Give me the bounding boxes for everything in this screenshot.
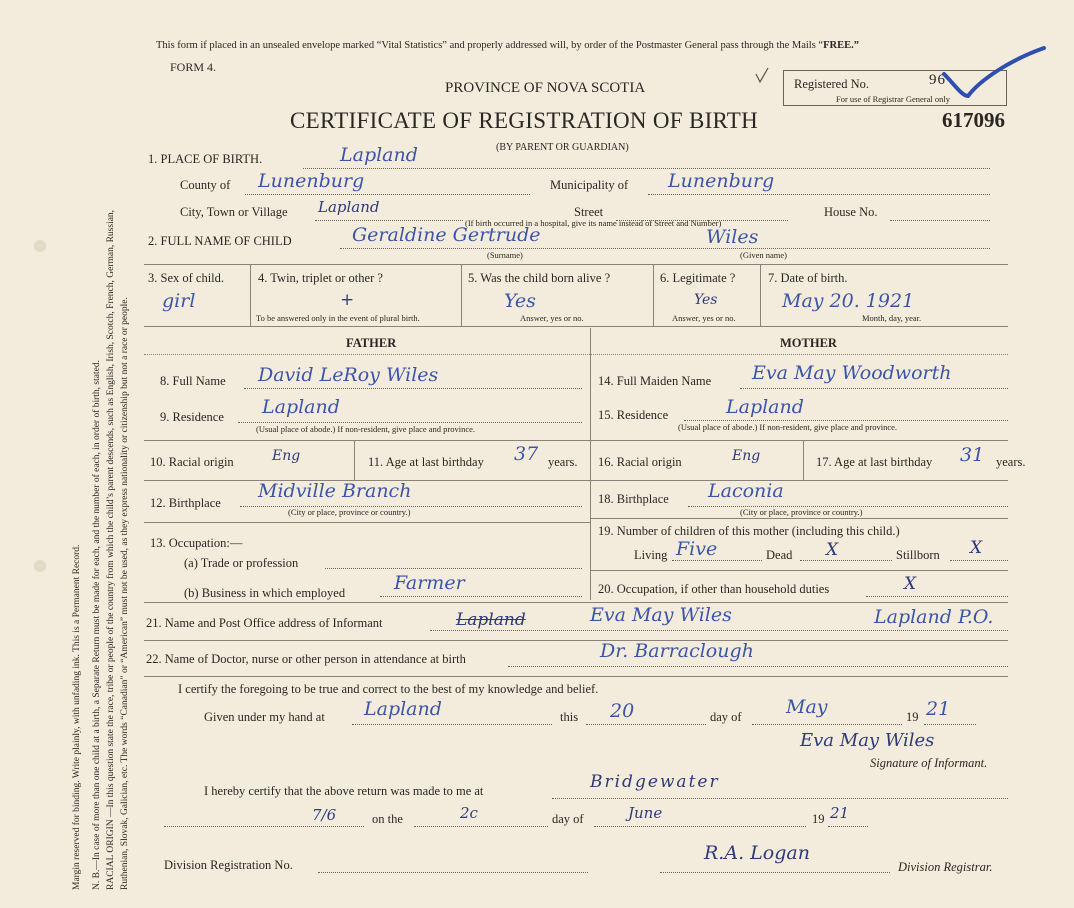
- place-of-birth-value: Lapland: [340, 144, 418, 166]
- mother-years-label: years.: [996, 455, 1026, 469]
- division-registrar-label: Division Registrar.: [898, 860, 993, 874]
- father-age-value: 37: [514, 443, 539, 465]
- sex-label: 3. Sex of child.: [148, 271, 225, 285]
- registrar-place-value: Bridgewater: [590, 772, 720, 792]
- sex-value: girl: [162, 290, 196, 312]
- this-label: this: [560, 710, 579, 724]
- punch-hole: [34, 240, 46, 252]
- mother-residence-note: (Usual place of abode.) If non-resident, give place and province.: [678, 422, 898, 432]
- doctor-label: 22. Name of Doctor, nurse or other person in attendance at birth: [146, 652, 466, 666]
- registrar-number-value: 7/6: [312, 806, 337, 824]
- county-value: Lunenburg: [258, 170, 365, 192]
- check-mark-icon: [940, 44, 1050, 100]
- side-note: Margin reserved for binding. Write plainly, with unfading ink. This is a Permanent Record.: [72, 544, 82, 890]
- mother-age-label: 17. Age at last birthday: [816, 455, 933, 469]
- mother-age-value: 31: [960, 444, 985, 466]
- registered-label: Registered No.: [794, 77, 869, 91]
- mother-race-label: 16. Racial origin: [598, 455, 682, 469]
- registered-note: For use of Registrar General only: [836, 94, 951, 104]
- certificate-subtitle: (BY PARENT OR GUARDIAN): [496, 142, 629, 153]
- father-name-value: David LeRoy Wiles: [258, 364, 439, 386]
- mother-name-value: Eva May Woodworth: [752, 362, 952, 384]
- surname-note: (Surname): [487, 250, 523, 260]
- born-alive-label: 5. Was the child born alive ?: [468, 271, 611, 285]
- form-number: FORM 4.: [170, 60, 217, 74]
- living-value: Five: [676, 538, 718, 560]
- father-years-label: years.: [548, 455, 578, 469]
- day-of-label: day of: [710, 710, 742, 724]
- side-note: Ruthenian, Slovak, Galician, etc. The words “Canadian” or “American” must not be used, as they express nationality or citizenship but not a race or people.: [120, 297, 130, 890]
- business-label: (b) Business in which employed: [184, 586, 346, 600]
- certificate-title: CERTIFICATE OF REGISTRATION OF BIRTH: [290, 108, 759, 133]
- father-name-label: 8. Full Name: [160, 374, 226, 388]
- father-birthplace-value: Midville Branch: [258, 480, 412, 502]
- child-name-label: 2. FULL NAME OF CHILD: [148, 234, 292, 248]
- mother-occupation-value: X: [904, 574, 917, 594]
- postal-notice-text: This form if placed in an unsealed envelope marked “Vital Statistics” and properly addressed will, by order of the Postmaster General pass through the Mails “: [156, 40, 824, 51]
- business-value: Farmer: [394, 572, 465, 594]
- mother-residence-label: 15. Residence: [598, 408, 669, 422]
- children-count-label: 19. Number of children of this mother (including this child.): [598, 524, 900, 538]
- child-given-names: Geraldine Gertrude: [352, 224, 541, 246]
- born-alive-value: Yes: [504, 290, 536, 312]
- informant-signature: Eva May Wiles: [800, 730, 935, 751]
- dead-label: Dead: [766, 548, 793, 562]
- twin-note: To be answered only in the event of plural birth.: [256, 313, 420, 323]
- mother-race-value: Eng: [732, 448, 761, 464]
- informant-address-value: Lapland P.O.: [874, 606, 994, 628]
- certify-statement: I certify the foregoing to be true and correct to the best of my knowledge and belief.: [178, 682, 599, 696]
- registrar-day-value: 2c: [460, 804, 478, 822]
- mother-birthplace-label: 18. Birthplace: [598, 492, 669, 506]
- mother-heading: MOTHER: [780, 336, 837, 350]
- hospital-note: (If birth occurred in a hospital, give its name instead of Street and Number): [465, 218, 722, 228]
- year-prefix: 19: [906, 710, 919, 724]
- date-of-birth-value: May 20. 1921: [782, 290, 915, 312]
- twin-value: +: [340, 290, 355, 310]
- municipality-label: Municipality of: [550, 178, 629, 192]
- legitimate-note: Answer, yes or no.: [672, 313, 736, 323]
- certificate-number: 617096: [942, 108, 1005, 132]
- informant-name-value: Eva May Wiles: [590, 604, 732, 626]
- father-birthplace-label: 12. Birthplace: [150, 496, 221, 510]
- signature-label: Signature of Informant.: [870, 756, 988, 770]
- informant-label: 21. Name and Post Office address of Informant: [146, 616, 383, 630]
- mother-occupation-label: 20. Occupation, if other than household duties: [598, 582, 830, 596]
- province-heading: PROVINCE OF NOVA SCOTIA: [445, 80, 646, 96]
- city-value: Lapland: [318, 198, 380, 216]
- place-of-birth-label: 1. PLACE OF BIRTH.: [148, 152, 263, 166]
- living-label: Living: [634, 548, 668, 562]
- given-name-note: (Given name): [740, 250, 787, 260]
- given-year-value: 21: [926, 698, 951, 720]
- city-label: City, Town or Village: [180, 205, 288, 219]
- registrar-year-prefix: 19: [812, 812, 825, 826]
- mother-birthplace-note: (City or place, province or country.): [740, 507, 863, 517]
- punch-hole: [34, 560, 46, 572]
- registrar-year-value: 21: [830, 804, 850, 822]
- occupation-label: 13. Occupation:—: [150, 536, 243, 550]
- mother-residence-value: Lapland: [726, 396, 804, 418]
- dead-value: X: [826, 540, 839, 560]
- given-month-value: May: [786, 696, 828, 718]
- tick-icon: [754, 66, 770, 86]
- father-residence-note: (Usual place of abode.) If non-resident, give place and province.: [256, 424, 476, 434]
- on-the-label: on the: [372, 812, 403, 826]
- registrar-signature: R.A. Logan: [704, 842, 810, 864]
- mother-name-label: 14. Full Maiden Name: [598, 374, 712, 388]
- stillborn-label: Stillborn: [896, 548, 940, 562]
- given-place-value: Lapland: [364, 698, 442, 720]
- father-race-value: Eng: [272, 448, 301, 464]
- trade-label: (a) Trade or profession: [184, 556, 299, 570]
- registered-number: 96: [929, 72, 946, 88]
- born-alive-note: Answer, yes or no.: [520, 313, 584, 323]
- informant-struck-value: Lapland: [456, 610, 526, 630]
- child-surname: Wiles: [706, 226, 759, 248]
- given-under-label: Given under my hand at: [204, 710, 325, 724]
- father-residence-value: Lapland: [262, 396, 340, 418]
- date-of-birth-label: 7. Date of birth.: [768, 271, 848, 285]
- father-heading: FATHER: [346, 336, 397, 350]
- county-label: County of: [180, 178, 231, 192]
- side-note: RACIAL ORIGIN —In this question state the race, tribe or people of the country from which the child’s parent descends, such as English, Irish, Scotch, French, German, Russian,: [106, 209, 116, 890]
- doctor-value: Dr. Barraclough: [600, 640, 754, 662]
- father-residence-label: 9. Residence: [160, 410, 224, 424]
- legitimate-value: Yes: [694, 292, 718, 308]
- street-label: Street: [574, 205, 604, 219]
- date-of-birth-note: Month, day, year.: [862, 313, 922, 323]
- side-note: N. B.—In case of more than one child at a birth, a Separate Return must be made for each, and the number of each, in order of birth, stated.: [92, 360, 102, 890]
- father-age-label: 11. Age at last birthday: [368, 455, 484, 469]
- father-race-label: 10. Racial origin: [150, 455, 234, 469]
- legitimate-label: 6. Legitimate ?: [660, 271, 736, 285]
- registrar-day-of-label: day of: [552, 812, 584, 826]
- postal-notice: [156, 40, 859, 51]
- municipality-value: Lunenburg: [668, 170, 775, 192]
- stillborn-value: X: [970, 538, 983, 558]
- twin-label: 4. Twin, triplet or other ?: [258, 271, 383, 285]
- given-day-value: 20: [610, 700, 635, 722]
- registrar-month-value: June: [628, 804, 663, 822]
- father-birthplace-note: (City or place, province or country.): [288, 507, 411, 517]
- postal-notice-free: FREE.”: [823, 40, 859, 51]
- registrar-statement: I hereby certify that the above return was made to me at: [204, 784, 484, 798]
- division-registration-label: Division Registration No.: [164, 858, 293, 872]
- house-number-label: House No.: [824, 205, 878, 219]
- mother-birthplace-value: Laconia: [708, 480, 784, 502]
